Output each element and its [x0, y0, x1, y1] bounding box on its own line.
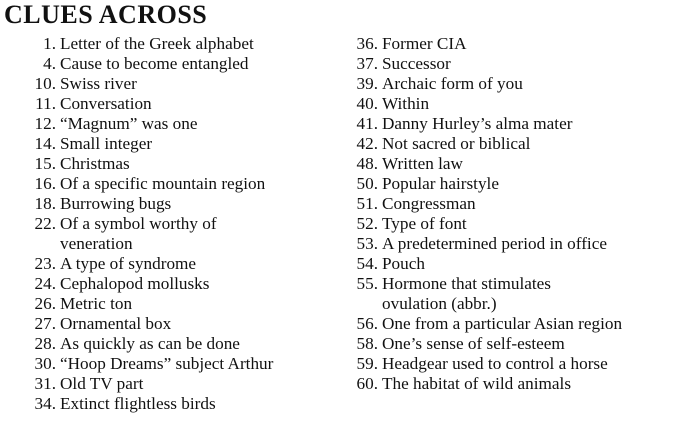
clue-number: 39.: [356, 74, 378, 93]
clue-text: Burrowing bugs: [60, 194, 172, 213]
clue-number: 4.: [43, 54, 56, 73]
clue-text: Ornamental box: [60, 314, 172, 333]
clue-number: 28.: [34, 334, 56, 353]
clue-number: 52.: [356, 214, 378, 233]
clue-number: 24.: [34, 274, 56, 293]
clue-text: “Hoop Dreams” subject Arthur: [60, 354, 274, 373]
clue-text: A type of syndrome: [60, 254, 197, 273]
clue-item: [346, 214, 674, 234]
clue-number: 14.: [34, 134, 56, 153]
clue-text: Pouch: [382, 254, 425, 273]
clue-item: [0, 94, 346, 114]
clue-item: [0, 154, 346, 174]
clue-item: [346, 134, 674, 154]
clue-item: [0, 114, 346, 134]
clue-item: [0, 34, 346, 54]
clue-text: Former CIA: [382, 34, 467, 53]
clue-number: 59.: [356, 354, 378, 373]
clue-item: [346, 94, 674, 114]
clues-right-column: [346, 34, 674, 394]
clue-number: 27.: [34, 314, 56, 333]
clue-number: 51.: [356, 194, 378, 213]
clue-text: Type of font: [382, 214, 467, 233]
clue-number: 55.: [356, 274, 378, 293]
clue-text: Within: [382, 94, 430, 113]
clue-item: [0, 394, 346, 414]
clue-text: Popular hairstyle: [382, 174, 499, 193]
clue-text: A predetermined period in office: [382, 234, 607, 253]
clue-text: Swiss river: [60, 74, 137, 93]
clue-item: [346, 34, 674, 54]
clue-number: 60.: [356, 374, 378, 393]
clue-item: [346, 54, 674, 74]
clue-text: One’s sense of self-esteem: [382, 334, 565, 353]
clue-number: 1.: [43, 34, 56, 53]
clue-text: Cause to become entangled: [60, 54, 249, 73]
clue-text: Hormone that stimulates ovulation (abbr.): [382, 274, 551, 313]
clue-number: 15.: [34, 154, 56, 173]
clue-text: Of a specific mountain region: [60, 174, 266, 193]
clue-number: 41.: [356, 114, 378, 133]
clue-text: Of a symbol worthy of veneration: [60, 214, 217, 253]
clue-text: Metric ton: [60, 294, 133, 313]
clue-text: Written law: [382, 154, 463, 173]
clue-text: Congressman: [382, 194, 476, 213]
clue-item: [0, 254, 346, 274]
clue-number: 37.: [356, 54, 378, 73]
clue-number: 50.: [356, 174, 378, 193]
clue-text: Archaic form of you: [382, 74, 523, 93]
clue-text: Extinct flightless birds: [60, 394, 216, 413]
clue-item: [0, 294, 346, 314]
clue-item: [0, 194, 346, 214]
clue-number: 36.: [356, 34, 378, 53]
clue-text: Christmas: [60, 154, 130, 173]
clue-item: [0, 174, 346, 194]
page-title: CLUES ACROSS: [4, 0, 208, 29]
clue-number: 10.: [34, 74, 56, 93]
clue-item: [346, 274, 674, 314]
clue-number: 31.: [34, 374, 56, 393]
clue-item: [0, 54, 346, 74]
clue-number: 30.: [34, 354, 56, 373]
clue-number: 56.: [356, 314, 378, 333]
clue-number: 18.: [34, 194, 56, 213]
clue-item: [346, 114, 674, 134]
clue-number: 54.: [356, 254, 378, 273]
clue-item: [346, 74, 674, 94]
clue-text: “Magnum” was one: [60, 114, 198, 133]
clue-number: 22.: [34, 214, 56, 233]
clue-text: The habitat of wild animals: [382, 374, 572, 393]
clue-number: 11.: [35, 94, 56, 113]
clue-item: [0, 354, 346, 374]
clue-item: [0, 334, 346, 354]
clue-text: Small integer: [60, 134, 153, 153]
clue-item: [346, 154, 674, 174]
clue-number: 40.: [356, 94, 378, 113]
clue-item: [0, 214, 346, 254]
clue-number: 12.: [34, 114, 56, 133]
clue-text: Not sacred or biblical: [382, 134, 531, 153]
clues-left-column: [0, 34, 346, 414]
clue-number: 16.: [34, 174, 56, 193]
clue-text: Old TV part: [60, 374, 144, 393]
clue-item: [346, 194, 674, 214]
clue-item: [0, 74, 346, 94]
clue-number: 53.: [356, 234, 378, 253]
clue-number: 48.: [356, 154, 378, 173]
clue-text: Headgear used to control a horse: [382, 354, 608, 373]
clue-item: [346, 314, 674, 334]
clue-text: Cephalopod mollusks: [60, 274, 210, 293]
clue-item: [0, 374, 346, 394]
clue-number: 23.: [34, 254, 56, 273]
clue-item: [346, 254, 674, 274]
clue-item: [346, 174, 674, 194]
clue-number: 58.: [356, 334, 378, 353]
clue-text: Letter of the Greek alphabet: [60, 34, 254, 53]
clue-item: [346, 374, 674, 394]
clue-item: [346, 334, 674, 354]
clue-text: Danny Hurley’s alma mater: [382, 114, 573, 133]
clue-text: As quickly as can be done: [60, 334, 240, 353]
clue-text: One from a particular Asian region: [382, 314, 623, 333]
clue-number: 42.: [356, 134, 378, 153]
clue-item: [346, 234, 674, 254]
clue-item: [0, 274, 346, 294]
clue-number: 34.: [34, 394, 56, 413]
clue-number: 26.: [34, 294, 56, 313]
clue-item: [0, 134, 346, 154]
clue-text: Successor: [382, 54, 451, 73]
clue-text: Conversation: [60, 94, 152, 113]
clue-item: [0, 314, 346, 334]
clue-item: [346, 354, 674, 374]
